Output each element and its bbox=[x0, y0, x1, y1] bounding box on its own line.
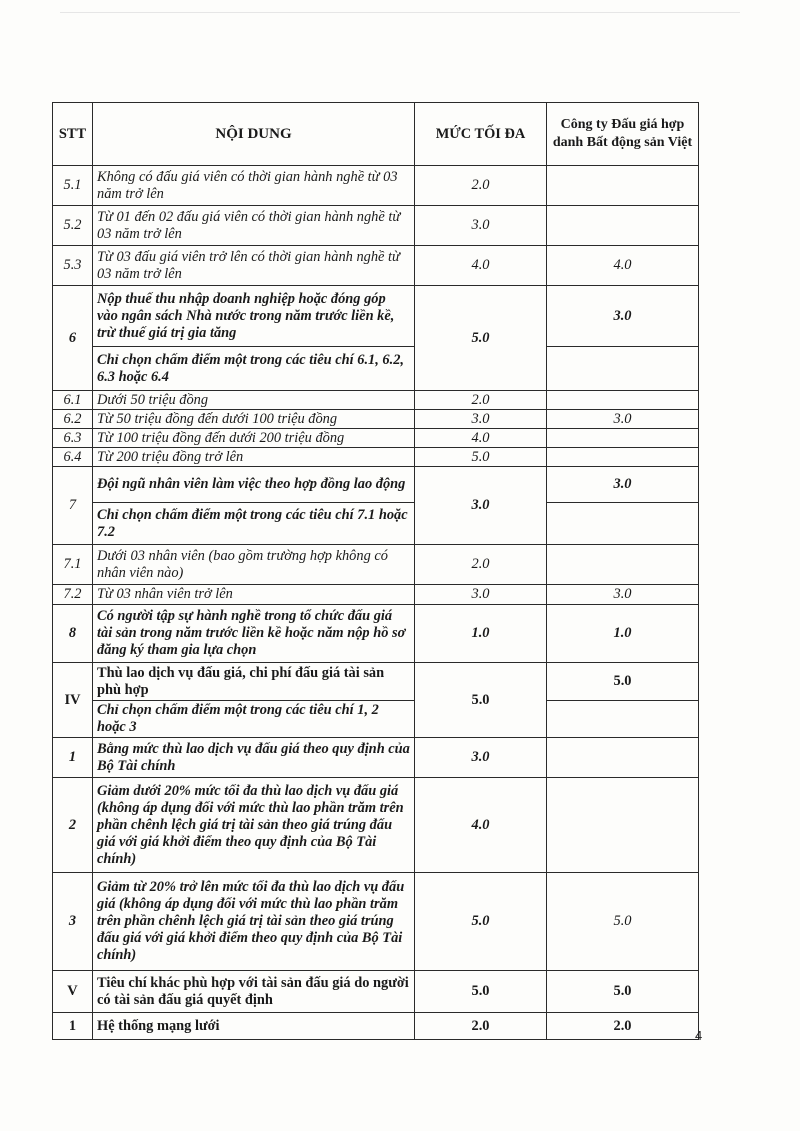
table-row bbox=[53, 778, 699, 873]
row-company-score: 5.0 bbox=[547, 971, 699, 1013]
page-number: 4 bbox=[695, 1028, 703, 1043]
row-stt: V bbox=[53, 971, 93, 1013]
row-max-score: 5.0 bbox=[415, 286, 547, 391]
header-content: NỘI DUNG bbox=[93, 103, 415, 166]
header-max-score: MỨC TỐI ĐA bbox=[415, 103, 547, 166]
table-row bbox=[53, 873, 699, 971]
table-row bbox=[53, 971, 699, 1013]
header-company: Công ty Đấu giá hợp danh Bất động sản Việt bbox=[547, 103, 699, 166]
row-content: Dưới 50 triệu đồng bbox=[93, 391, 415, 410]
row-company-score bbox=[547, 429, 699, 448]
row-max-score: 4.0 bbox=[415, 246, 547, 286]
row-content: Từ 01 đến 02 đấu giá viên có thời gian hành nghề từ 03 năm trở lên bbox=[93, 206, 415, 246]
table-row bbox=[53, 246, 699, 286]
row-company-score bbox=[547, 166, 699, 206]
row-max-score: 2.0 bbox=[415, 545, 547, 585]
row-company-score: 2.0 bbox=[547, 1013, 699, 1040]
row-company-score bbox=[547, 778, 699, 873]
row-max-score: 1.0 bbox=[415, 605, 547, 663]
table-row bbox=[53, 1013, 699, 1040]
row-stt: 1 bbox=[53, 1013, 93, 1040]
row-content: Từ 03 nhân viên trở lên bbox=[93, 585, 415, 605]
row-stt: 6 bbox=[53, 286, 93, 391]
scoring-table bbox=[52, 102, 699, 1040]
row-content: Nộp thuế thu nhập doanh nghiệp hoặc đóng góp vào ngân sách Nhà nước trong năm trước liền kề, trừ thuế giá trị gia tăng bbox=[93, 286, 415, 347]
row-max-score: 2.0 bbox=[415, 391, 547, 410]
row-company-score: 5.0 bbox=[547, 663, 699, 701]
row-company-score bbox=[547, 701, 699, 738]
row-company-score: 5.0 bbox=[547, 873, 699, 971]
row-content-note: Chỉ chọn chấm điểm một trong các tiêu chí 1, 2 hoặc 3 bbox=[93, 701, 415, 738]
row-stt: 5.2 bbox=[53, 206, 93, 246]
row-stt: 6.1 bbox=[53, 391, 93, 410]
row-content: Bằng mức thù lao dịch vụ đấu giá theo quy định của Bộ Tài chính bbox=[93, 738, 415, 778]
row-max-score: 5.0 bbox=[415, 971, 547, 1013]
row-company-score: 3.0 bbox=[547, 467, 699, 503]
row-content-note: Chỉ chọn chấm điểm một trong các tiêu chí 6.1, 6.2, 6.3 hoặc 6.4 bbox=[93, 347, 415, 391]
row-company-score: 3.0 bbox=[547, 410, 699, 429]
row-max-score: 3.0 bbox=[415, 467, 547, 545]
row-content: Từ 50 triệu đồng đến dưới 100 triệu đồng bbox=[93, 410, 415, 429]
row-stt: 2 bbox=[53, 778, 93, 873]
row-content: Thù lao dịch vụ đấu giá, chi phí đấu giá tài sản phù hợp bbox=[93, 663, 415, 701]
row-stt: 6.4 bbox=[53, 448, 93, 467]
row-content: Dưới 03 nhân viên (bao gồm trường hợp không có nhân viên nào) bbox=[93, 545, 415, 585]
row-content: Đội ngũ nhân viên làm việc theo hợp đồng lao động bbox=[93, 467, 415, 503]
row-company-score: 3.0 bbox=[547, 286, 699, 347]
table-row bbox=[53, 286, 699, 347]
row-company-score bbox=[547, 391, 699, 410]
row-stt: 5.1 bbox=[53, 166, 93, 206]
row-max-score: 4.0 bbox=[415, 429, 547, 448]
row-company-score bbox=[547, 738, 699, 778]
row-max-score: 5.0 bbox=[415, 448, 547, 467]
table-row bbox=[53, 738, 699, 778]
row-content: Tiêu chí khác phù hợp với tài sản đấu giá do người có tài sản đấu giá quyết định bbox=[93, 971, 415, 1013]
table-header-row bbox=[53, 103, 699, 166]
row-stt: 6.3 bbox=[53, 429, 93, 448]
row-content: Từ 200 triệu đồng trở lên bbox=[93, 448, 415, 467]
row-stt: 7.1 bbox=[53, 545, 93, 585]
row-content: Giảm dưới 20% mức tối đa thù lao dịch vụ đấu giá (không áp dụng đối với mức thù lao phần trăm trên phần chênh lệch giá trị tài sản theo giá trúng đấu giá với giá khởi điểm theo quy định của Bộ Tài chính) bbox=[93, 778, 415, 873]
table-row-note bbox=[53, 347, 699, 391]
table-row bbox=[53, 429, 699, 448]
row-stt: 7.2 bbox=[53, 585, 93, 605]
row-content: Có người tập sự hành nghề trong tổ chức đấu giá tài sản trong năm trước liền kề hoặc năm nộp hồ sơ đăng ký tham gia lựa chọn bbox=[93, 605, 415, 663]
row-stt: 3 bbox=[53, 873, 93, 971]
table-row bbox=[53, 467, 699, 503]
row-content: Giảm từ 20% trở lên mức tối đa thù lao dịch vụ đấu giá (không áp dụng đối với mức thù lao phần trăm trên phần chênh lệch giá trị tài sản theo giá trúng đấu giá với giá khởi điểm theo quy định của Bộ Tài chính) bbox=[93, 873, 415, 971]
table-row bbox=[53, 663, 699, 701]
row-stt: 6.2 bbox=[53, 410, 93, 429]
row-company-score bbox=[547, 448, 699, 467]
header-stt: STT bbox=[53, 103, 93, 166]
table-row-note bbox=[53, 701, 699, 738]
row-content: Hệ thống mạng lưới bbox=[93, 1013, 415, 1040]
row-company-score bbox=[547, 503, 699, 545]
row-stt: 5.3 bbox=[53, 246, 93, 286]
row-content: Không có đấu giá viên có thời gian hành nghề từ 03 năm trở lên bbox=[93, 166, 415, 206]
row-max-score: 5.0 bbox=[415, 873, 547, 971]
table-row bbox=[53, 391, 699, 410]
row-max-score: 3.0 bbox=[415, 738, 547, 778]
table-row bbox=[53, 448, 699, 467]
row-content: Từ 03 đấu giá viên trở lên có thời gian hành nghề từ 03 năm trở lên bbox=[93, 246, 415, 286]
table-row bbox=[53, 585, 699, 605]
table-row bbox=[53, 605, 699, 663]
row-max-score: 3.0 bbox=[415, 206, 547, 246]
row-max-score: 3.0 bbox=[415, 585, 547, 605]
table-row bbox=[53, 545, 699, 585]
row-max-score: 5.0 bbox=[415, 663, 547, 738]
table-row bbox=[53, 206, 699, 246]
row-stt: 1 bbox=[53, 738, 93, 778]
row-content-note: Chỉ chọn chấm điểm một trong các tiêu chí 7.1 hoặc 7.2 bbox=[93, 503, 415, 545]
row-stt: IV bbox=[53, 663, 93, 738]
row-max-score: 4.0 bbox=[415, 778, 547, 873]
scan-artifact-line bbox=[60, 12, 740, 13]
table-row bbox=[53, 166, 699, 206]
row-company-score bbox=[547, 545, 699, 585]
row-company-score: 3.0 bbox=[547, 585, 699, 605]
row-stt: 7 bbox=[53, 467, 93, 545]
row-stt: 8 bbox=[53, 605, 93, 663]
row-company-score bbox=[547, 206, 699, 246]
table-row bbox=[53, 410, 699, 429]
row-company-score bbox=[547, 347, 699, 391]
table-row-note bbox=[53, 503, 699, 545]
row-company-score: 1.0 bbox=[547, 605, 699, 663]
row-company-score: 4.0 bbox=[547, 246, 699, 286]
row-max-score: 2.0 bbox=[415, 166, 547, 206]
row-max-score: 2.0 bbox=[415, 1013, 547, 1040]
row-max-score: 3.0 bbox=[415, 410, 547, 429]
row-content: Từ 100 triệu đồng đến dưới 200 triệu đồng bbox=[93, 429, 415, 448]
